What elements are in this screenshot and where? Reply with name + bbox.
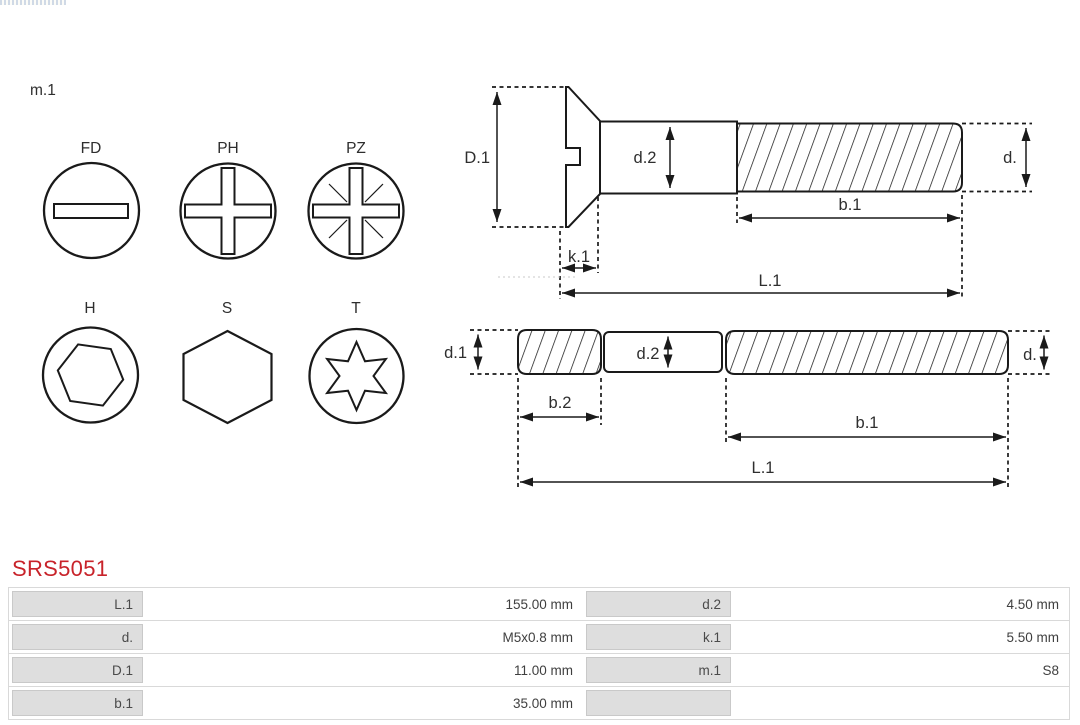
- spec-row: [9, 621, 1069, 654]
- screw-head-profile: [566, 87, 600, 227]
- dim-d: d.: [1023, 346, 1037, 364]
- stud-thread-right: [726, 331, 1008, 374]
- spec-value: 155.00 mm: [505, 596, 573, 612]
- dim-D1: D.1: [464, 149, 490, 167]
- stud-thread-left: [518, 330, 601, 374]
- dim-d2: d.2: [633, 149, 657, 167]
- countersunk-screw-drawing: [464, 87, 1032, 299]
- spec-value: 4.50 mm: [1006, 596, 1059, 612]
- pozidriv-drive-icon: [309, 164, 404, 259]
- torx-icon: [310, 329, 404, 423]
- slotted-drive-icon: [44, 163, 139, 258]
- spec-label: L.1: [12, 591, 143, 617]
- dim-L1: L.1: [751, 459, 775, 477]
- dim-b1: b.1: [855, 414, 879, 432]
- spec-label: D.1: [12, 657, 143, 683]
- spec-row: [9, 654, 1069, 687]
- spec-row: [9, 588, 1069, 621]
- spec-value: 11.00 mm: [513, 662, 573, 678]
- stud-shank: [604, 332, 722, 372]
- spec-label: d.: [12, 624, 143, 650]
- dim-d1: d.1: [444, 344, 467, 362]
- dim-L1: L.1: [758, 272, 782, 290]
- dim-d: d.: [1003, 149, 1017, 167]
- m1-section-label: m.1: [30, 82, 56, 99]
- spec-label: [586, 690, 731, 716]
- spec-label: k.1: [586, 624, 731, 650]
- dim-k1: k.1: [567, 248, 591, 266]
- stud-drawing: [444, 330, 1050, 489]
- spec-value: [734, 687, 1069, 719]
- drive-label-t: T: [351, 300, 361, 317]
- drive-label-ph: PH: [217, 140, 239, 157]
- spec-label: d.2: [586, 591, 731, 617]
- spec-label: m.1: [586, 657, 731, 683]
- drive-label-h: H: [84, 300, 96, 317]
- drive-label-s: S: [221, 300, 233, 317]
- phillips-drive-icon: [181, 164, 276, 259]
- screw-thread: [737, 124, 962, 192]
- dim-b1: b.1: [838, 196, 862, 214]
- spec-label: b.1: [12, 690, 143, 716]
- screw-shank: [600, 122, 737, 194]
- dim-d2: d.2: [636, 345, 660, 363]
- spec-table: [8, 587, 1070, 720]
- dim-b2: b.2: [548, 394, 572, 412]
- spec-value: S8: [1042, 662, 1059, 678]
- hex-head-icon: [184, 331, 272, 423]
- drive-label-fd: FD: [80, 140, 102, 157]
- spec-row: [9, 687, 1069, 719]
- part-number: SRS5051: [12, 556, 109, 581]
- spec-value: 35.00 mm: [512, 695, 573, 711]
- drive-label-pz: PZ: [346, 140, 366, 157]
- hex-socket-icon: [43, 328, 138, 423]
- spec-value: 5.50 mm: [1006, 629, 1059, 645]
- spec-value: M5x0.8 mm: [502, 629, 573, 645]
